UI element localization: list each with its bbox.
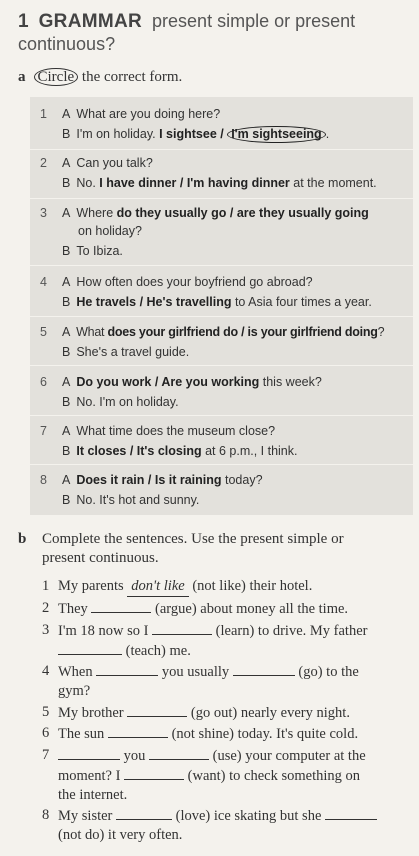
item-divider <box>30 198 413 199</box>
line-a-pre: What <box>76 325 108 339</box>
line-b <box>62 491 199 509</box>
line-b-pre: I'm on holiday. <box>76 127 160 141</box>
instruction-line-2: present continuous. <box>42 550 159 566</box>
line-b <box>62 442 297 460</box>
line-a-text: What are you doing here? <box>76 107 221 121</box>
option-2[interactable]: are they usually going <box>236 206 369 220</box>
sentence-text: gym? <box>58 683 91 699</box>
sentence-text: (want) to check something on <box>184 768 361 784</box>
item-divider <box>30 415 413 416</box>
line-b <box>62 125 329 143</box>
circled-word: Circle <box>34 68 79 86</box>
item-number: 2 <box>40 156 47 170</box>
speaker-a: A <box>62 325 71 339</box>
option-2[interactable]: Are you working <box>161 375 260 389</box>
line-b <box>62 293 372 311</box>
item-divider <box>30 149 413 150</box>
sentence-text: (not do) it very often. <box>58 827 183 843</box>
item-divider <box>30 464 413 465</box>
option-separator: / <box>136 295 147 309</box>
line-a-text: How often does your boyfriend go abroad? <box>76 275 313 289</box>
sentence-text: (argue) about money all the time. <box>151 601 349 617</box>
item-divider <box>30 316 413 317</box>
item-divider <box>30 265 413 266</box>
section-a-instruction <box>18 68 182 86</box>
line-b-post: at 6 p.m., I think. <box>201 444 298 458</box>
option-2[interactable]: is your girlfriend doing <box>247 325 378 339</box>
line-b-text: To Ibiza. <box>76 244 123 258</box>
sentence-text: (go out) nearly every night. <box>187 705 350 721</box>
speaker-a: A <box>62 375 71 389</box>
instruction-text: the correct form. <box>81 69 183 85</box>
answer-blank[interactable] <box>116 806 172 820</box>
sentence-5 <box>42 703 414 723</box>
line-a <box>62 422 275 440</box>
option-separator: / <box>126 444 137 458</box>
sentence-text: (use) your computer at the <box>209 748 366 764</box>
sentence-number: 5 <box>42 704 50 720</box>
sentence-text: The sun <box>58 726 108 742</box>
speaker-b: B <box>62 244 71 258</box>
answer-blank[interactable] <box>127 703 187 717</box>
speaker-b: B <box>62 345 71 359</box>
title-topic-line1: present simple or present <box>152 11 356 31</box>
option-1[interactable]: He travels <box>76 295 137 309</box>
instruction-line-1: Complete the sentences. Use the present simple or <box>42 531 344 547</box>
exercise-number: 1 <box>18 11 29 32</box>
line-b <box>62 174 377 192</box>
option-1[interactable]: Do you work <box>76 375 152 389</box>
speaker-b: B <box>62 295 71 309</box>
speaker-a: A <box>62 424 71 438</box>
exercise-category: GRAMMAR <box>38 11 143 32</box>
sentence-text: My sister <box>58 808 116 824</box>
speaker-b: B <box>62 176 71 190</box>
answer-blank[interactable] <box>233 662 295 676</box>
line-b-text: No. I'm on holiday. <box>76 395 179 409</box>
option-separator: / <box>216 127 228 141</box>
speaker-b: B <box>62 127 71 141</box>
line-b-post: . <box>325 127 330 141</box>
sentence-1 <box>42 577 414 597</box>
item-number: 5 <box>40 325 47 339</box>
sentence-3 <box>42 621 414 661</box>
line-a <box>62 105 220 123</box>
line-b-post: to Asia four times a year. <box>231 295 372 309</box>
sentence-text: moment? I <box>58 768 125 784</box>
line-a <box>62 471 263 489</box>
line-a <box>62 373 322 391</box>
option-2[interactable]: He's travelling <box>146 295 232 309</box>
item-number: 8 <box>40 473 47 487</box>
title-topic-line2: continuous? <box>18 34 116 54</box>
speaker-a: A <box>62 107 71 121</box>
speaker-a: A <box>62 206 71 220</box>
line-b <box>62 393 179 411</box>
sentence-4 <box>42 662 414 701</box>
sentence-number: 6 <box>42 725 50 741</box>
option-2[interactable]: I'm having dinner <box>186 176 290 190</box>
sentence-6 <box>42 724 414 744</box>
line-a-text: Can you talk? <box>76 156 153 170</box>
sentence-text: (not like) their hotel. <box>188 578 313 594</box>
option-separator: / <box>176 176 187 190</box>
exercise-title <box>18 10 413 56</box>
answer-blank[interactable] <box>58 641 122 655</box>
sentence-text: you usually <box>158 664 233 680</box>
sentence-number: 4 <box>42 663 50 679</box>
line-a-pre: Where <box>76 206 117 220</box>
sentence-text: (teach) me. <box>122 643 191 659</box>
sentence-text: I'm 18 now so I <box>58 623 153 639</box>
speaker-a: A <box>62 473 71 487</box>
speaker-a: A <box>62 275 71 289</box>
option-1[interactable]: Does it rain <box>76 473 145 487</box>
option-separator: / <box>144 473 155 487</box>
sentence-text: the internet. <box>58 787 128 803</box>
exercise-a-box <box>30 97 413 515</box>
option-1[interactable]: do they usually go <box>116 206 227 220</box>
section-a-letter: a <box>18 69 26 85</box>
speaker-b: B <box>62 395 71 409</box>
line-a <box>62 154 153 172</box>
sentence-text: (learn) to drive. My father <box>212 623 368 639</box>
option-separator: / <box>237 325 248 339</box>
item-number: 3 <box>40 206 47 220</box>
item-number: 7 <box>40 424 47 438</box>
item-divider <box>30 365 413 366</box>
sentence-text: They <box>58 601 92 617</box>
line-b-text: No. It's hot and sunny. <box>76 493 200 507</box>
line-b-text: She's a travel guide. <box>76 345 190 359</box>
sentence-number: 3 <box>42 622 50 638</box>
answer-blank[interactable] <box>124 766 184 780</box>
line-b <box>62 343 189 361</box>
line-b-pre: No. <box>76 176 100 190</box>
line-a-post: this week? <box>259 375 322 389</box>
sentence-number: 8 <box>42 807 50 823</box>
answer-blank[interactable] <box>58 746 120 760</box>
speaker-a: A <box>62 156 71 170</box>
answer-blank[interactable] <box>149 746 209 760</box>
answer-blank-filled[interactable]: don't like <box>127 577 188 597</box>
item-number: 6 <box>40 375 47 389</box>
line-a-post: today? <box>221 473 263 487</box>
sentence-8 <box>42 806 414 845</box>
answer-blank[interactable] <box>91 599 151 613</box>
answer-blank[interactable] <box>152 621 212 635</box>
line-a <box>62 204 369 222</box>
line-b-post: at the moment. <box>289 176 377 190</box>
line-b <box>62 242 123 260</box>
line-a <box>62 323 384 341</box>
option-1[interactable]: It closes <box>76 444 127 458</box>
sentence-text: (love) ice skating but she <box>172 808 326 824</box>
option-1[interactable]: I have dinner <box>99 176 177 190</box>
line-a-continued: on holiday? <box>78 224 142 238</box>
option-2-circled[interactable]: I'm sightseeing <box>227 126 326 143</box>
sentence-number: 1 <box>42 578 50 594</box>
section-b-letter: b <box>18 531 27 547</box>
line-a <box>62 273 313 291</box>
sentence-2 <box>42 599 414 619</box>
line-a-post: ? <box>377 325 385 339</box>
answer-blank[interactable] <box>108 724 168 738</box>
line-a-text: What time does the museum close? <box>76 424 276 438</box>
sentence-text: My brother <box>58 705 128 721</box>
option-2[interactable]: Is it raining <box>154 473 222 487</box>
answer-blank[interactable] <box>325 806 377 820</box>
option-separator: / <box>226 206 237 220</box>
speaker-b: B <box>62 493 71 507</box>
speaker-b: B <box>62 444 71 458</box>
sentence-number: 2 <box>42 600 50 616</box>
sentence-text: you <box>120 748 149 764</box>
option-1[interactable]: I sightsee <box>159 127 217 141</box>
section-b-instruction <box>18 530 413 568</box>
sentence-number: 7 <box>42 747 50 763</box>
sentence-7 <box>42 746 414 805</box>
item-number: 1 <box>40 107 47 121</box>
item-number: 4 <box>40 275 47 289</box>
sentence-text: My parents <box>58 578 128 594</box>
sentence-text: When <box>58 664 97 680</box>
option-1[interactable]: does your girlfriend do <box>107 325 238 339</box>
sentence-text: (not shine) today. It's quite cold. <box>167 726 359 742</box>
sentence-text: (go) to the <box>294 664 359 680</box>
option-separator: / <box>151 375 162 389</box>
answer-blank[interactable] <box>96 662 158 676</box>
option-2[interactable]: It's closing <box>136 444 202 458</box>
